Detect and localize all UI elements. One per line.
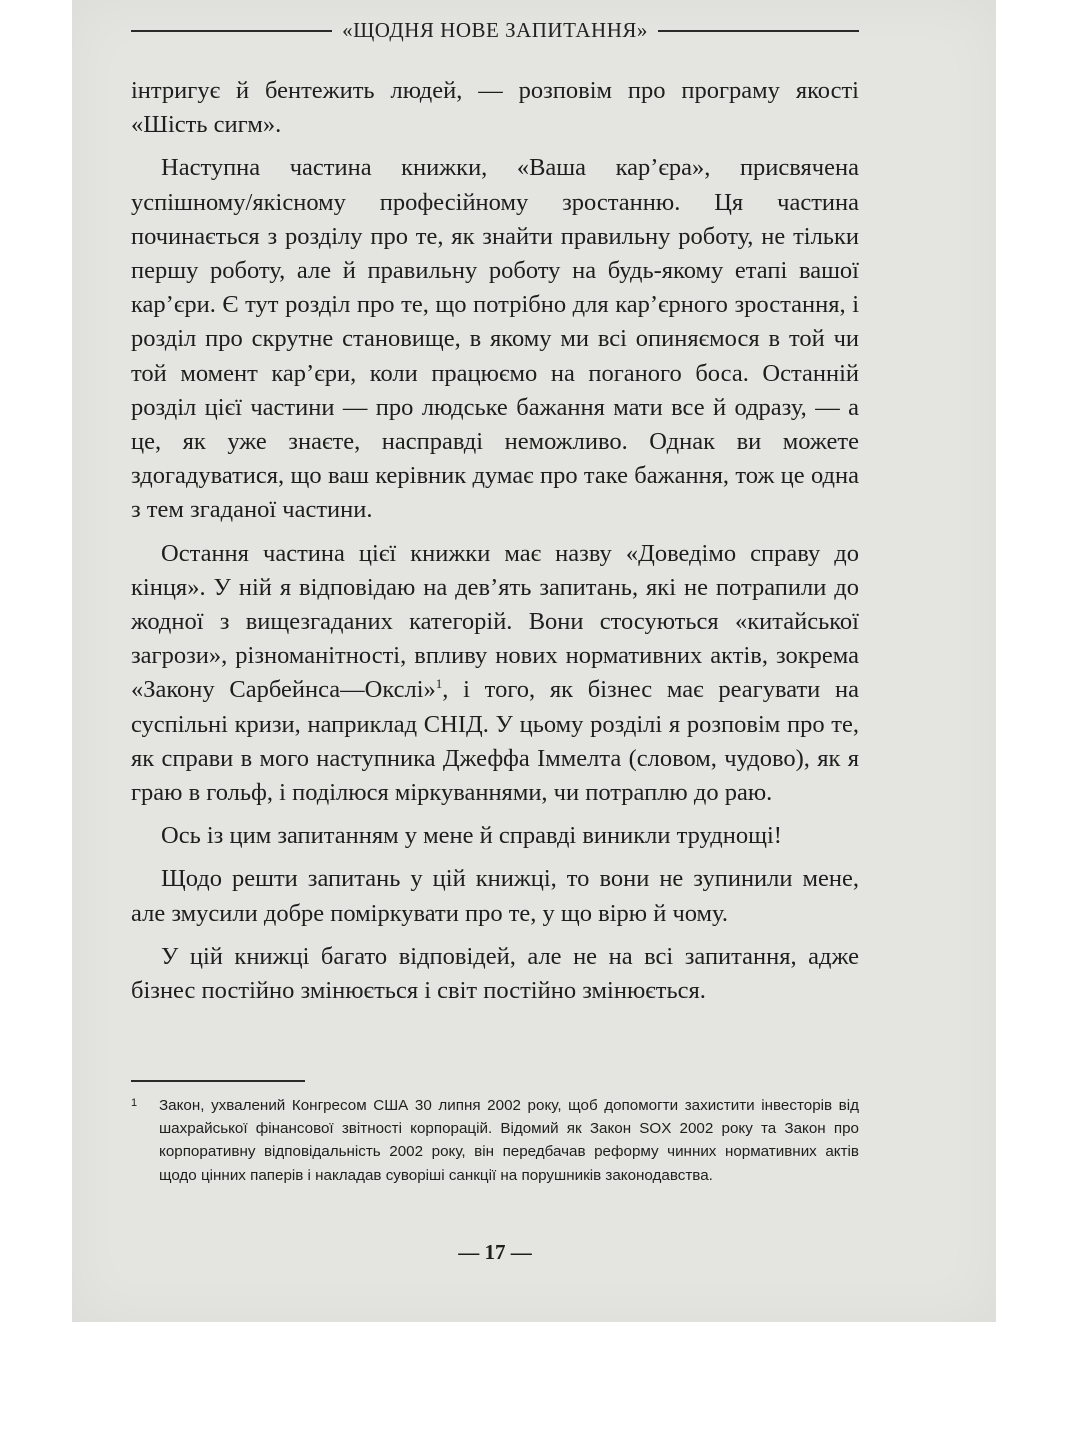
footnote-rule xyxy=(131,1080,305,1082)
body-text xyxy=(131,74,859,1017)
paragraph-5: Щодо решти запитань у цій книжці, то вони не зупинили мене, але змусили добре поміркувати про те, у що вірю й чому. xyxy=(131,865,859,927)
paragraph-1: інтригує й бентежить людей, — розповім про програму якості «Шість сигм». xyxy=(131,77,859,139)
footnote-reference: 1 xyxy=(435,676,443,692)
running-head-title: «ЩОДНЯ НОВЕ ЗАПИТАННЯ» xyxy=(342,18,648,42)
paragraph-3-tail: , і того, як бізнес має реагувати на суспільні кризи, наприклад СНІД. У цьому розділі я розповім про те, як справи в мого наступника Джеффа Іммелта (словом, чудово), як я граю в гольф, і поділюся міркуваннями, чи потраплю до раю. xyxy=(131,676,859,807)
paragraph-4: Ось із цим запитанням у мене й справді виникли труднощі! xyxy=(161,822,782,850)
paragraph-3 xyxy=(131,537,859,811)
page-number: — 17 — xyxy=(458,1240,532,1264)
running-head xyxy=(131,18,859,43)
footnote xyxy=(131,1094,859,1187)
footnote-marker: 1 xyxy=(131,1097,138,1109)
running-head-rule-right xyxy=(658,30,859,32)
paragraph-6: У цій книжці багато відповідей, але не на всі запитання, адже бізнес постійно змінюється і світ постійно змінюється. xyxy=(131,942,859,1005)
running-head-rule-left xyxy=(131,30,332,32)
paragraph-2: Наступна частина книжки, «Ваша кар’єра», присвячена успішному/якісному професійному зростанню. Ця частина починається з розділу про те, як знайти правильну роботу, не тільки першу роботу, але й правильну роботу на будь-якому етапі вашої кар’єри. Є тут розділ про те, що потрібно для кар’єрного зростання, і розділ про скрутне становище, в якому ми всі опиняємося в той чи той момент кар’єри, коли працюємо на поганого боса. Останній розділ цієї частини — про людське бажання мати все й одразу, — а це, як уже знаєте, насправді неможливо. Однак ви можете здогадуватися, що ваш керівник думає про таке бажання, тож це одна з тем згаданої частини. xyxy=(131,154,859,524)
paragraph-3-text: Остання частина цієї книжки має назву «Доведімо справу до кінця». У ній я відповідаю на дев’ять запитань, які не потрапили до жодної з вищезгаданих категорій. Вони стосуються «китайської загрози», різноманітності, впливу нових нормативних актів, зокрема «Закону Сарбейнса—Окслі» xyxy=(131,539,859,704)
footnote-text: Закон, ухвалений Конгресом США 30 липня 2002 року, щоб допомогти захистити інвесторів від шахрайської фінансової звітності корпорацій. Відомий як Закон SOX 2002 року та Закон про корпоративну відповідальність 2002 року, він передбачав реформу чинних нормативних актів щодо цінних паперів і накладав суворіші санкції на порушників законодавства. xyxy=(159,1097,859,1184)
